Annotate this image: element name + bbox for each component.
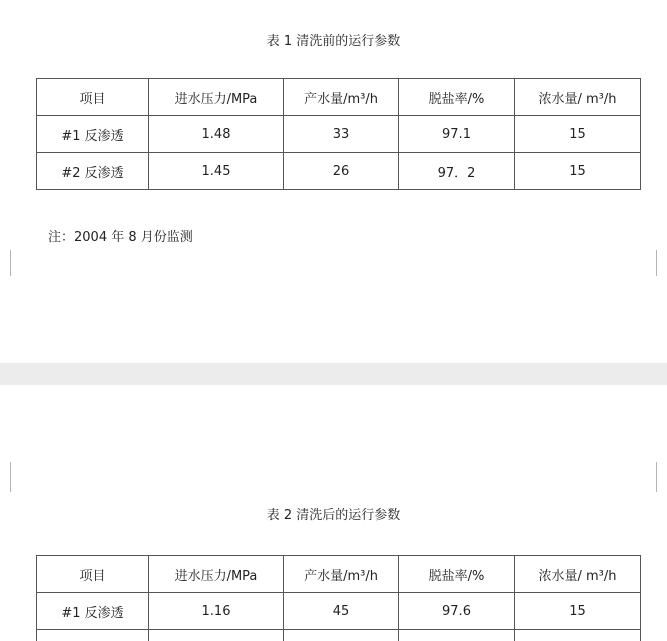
header-salt-rejection: 脱盐率/% <box>399 556 515 593</box>
table-cell <box>399 630 515 641</box>
page-corner-mark <box>10 462 21 492</box>
table-cell: 26 <box>284 153 399 190</box>
table-cell <box>284 630 399 641</box>
page-corner-mark <box>646 462 657 492</box>
table-cell <box>149 630 284 641</box>
header-product-flow: 产水量/m³/h <box>284 556 399 593</box>
table-cell: 1.16 <box>149 593 284 630</box>
table-cell: 97.6 <box>399 593 515 630</box>
table-cell: #2 反渗透 <box>37 153 149 190</box>
table-row <box>37 153 641 190</box>
table-1-caption: 表 1 清洗前的运行参数 <box>266 34 401 49</box>
table-cell: #1 反渗透 <box>37 593 149 630</box>
table-cell: 15 <box>515 116 641 153</box>
document-page-2 <box>0 385 667 641</box>
table-cell: 15 <box>515 593 641 630</box>
table-cell: 1.45 <box>149 153 284 190</box>
header-concentrate-flow: 浓水量/ m³/h <box>515 556 641 593</box>
header-item: 项目 <box>37 79 149 116</box>
table-cell: 45 <box>284 593 399 630</box>
header-salt-rejection: 脱盐率/% <box>399 79 515 116</box>
table-row <box>37 116 641 153</box>
page-corner-mark <box>10 250 21 276</box>
table-cell: #1 反渗透 <box>37 116 149 153</box>
page-corner-mark <box>646 250 657 276</box>
table-row-partial <box>37 630 641 641</box>
table-1-header-row <box>37 79 641 116</box>
page-separator <box>0 363 667 385</box>
table-row <box>37 593 641 630</box>
header-concentrate-flow: 浓水量/ m³/h <box>515 79 641 116</box>
table-cell: 15 <box>515 153 641 190</box>
header-inlet-pressure: 进水压力/MPa <box>149 556 284 593</box>
table-cell: 97．2 <box>399 153 515 190</box>
table-2-caption: 表 2 清洗后的运行参数 <box>266 508 401 523</box>
note-text: 注：2004 年 8 月份监测 <box>48 230 193 245</box>
table-cell: 33 <box>284 116 399 153</box>
header-inlet-pressure: 进水压力/MPa <box>149 79 284 116</box>
table-cell: 97.1 <box>399 116 515 153</box>
table-2-header-row <box>37 556 641 593</box>
table-1 <box>36 78 641 190</box>
table-cell <box>37 630 149 641</box>
table-cell <box>515 630 641 641</box>
table-2 <box>36 555 641 641</box>
table-cell: 1.48 <box>149 116 284 153</box>
header-item: 项目 <box>37 556 149 593</box>
header-product-flow: 产水量/m³/h <box>284 79 399 116</box>
